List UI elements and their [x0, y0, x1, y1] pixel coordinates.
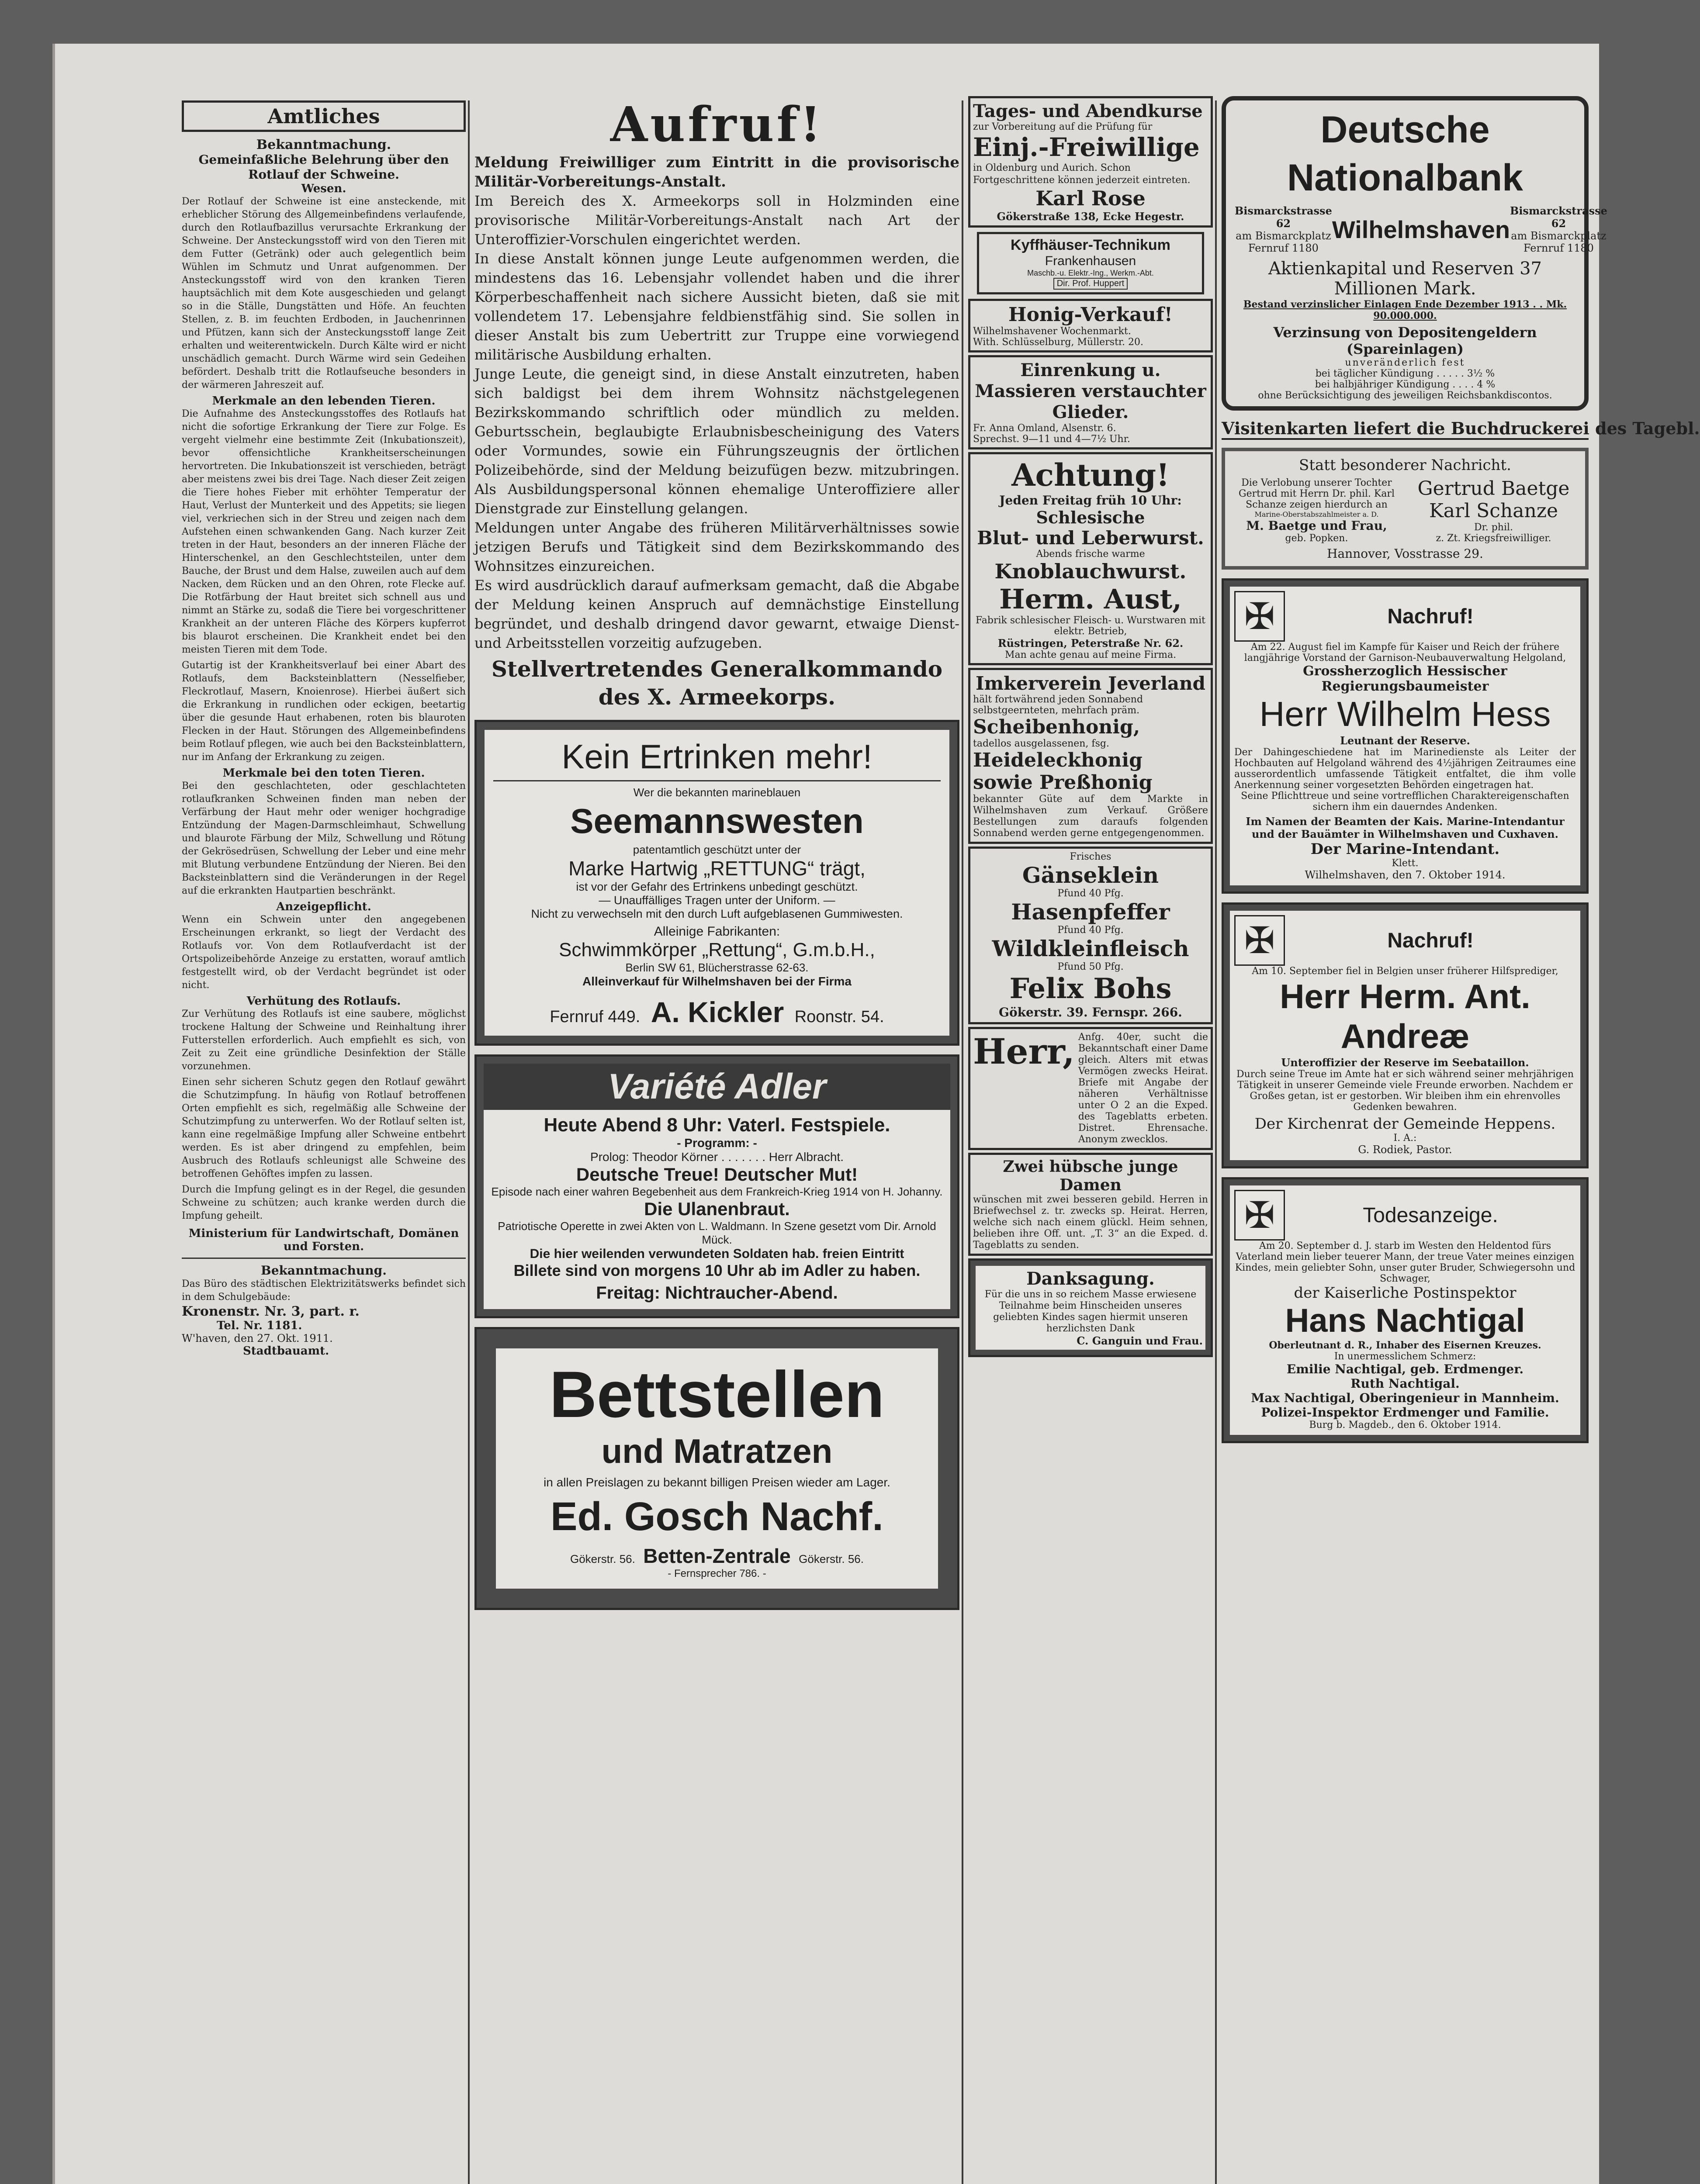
ad-line: Für die uns in so reichem Masse erwiesene Teilnahme beim Hinscheiden unseres geliebten Kindes sagen hiermit unseren herzlichsten Dank [984, 1289, 1197, 1334]
bank-phone: Fernruf 1180 [1248, 242, 1319, 254]
aufruf-title: Aufruf! [610, 96, 824, 152]
aufruf-signature: des X. Armeekorps. [598, 684, 836, 710]
ad-headline: Herr, [973, 1031, 1075, 1072]
obituary-line: der Kaiserliche Postinspektor [1294, 1284, 1516, 1302]
ad-honig [968, 299, 1213, 352]
obituary-line: Max Nachtigal, Oberingenieur in Mannheim. [1251, 1391, 1559, 1405]
ad-seemannswesten [474, 720, 959, 1046]
ad-line: ist vor der Gefahr des Ertrinkens unbedingt geschützt. [576, 880, 858, 893]
ad-line: Heideleckhonig [973, 749, 1143, 771]
section-heading: Merkmale bei den toten Tieren. [222, 767, 425, 780]
ministry-signature: Ministerium für Landwirtschaft, Domänen und Forsten. [188, 1227, 459, 1253]
ad-headline: Einj.-Freiwillige [973, 132, 1200, 162]
obituary-line: Wilhelmshaven, den 7. Oktober 1914. [1305, 869, 1506, 881]
obituary-line: Burg b. Magdeb., den 6. Oktober 1914. [1309, 1420, 1501, 1431]
notice-line: M. Baetge und Frau, [1246, 518, 1387, 533]
obituary-title: Nachruf! [1387, 605, 1474, 628]
column-rule [1215, 100, 1217, 2184]
iron-cross-icon: ✠ [1234, 915, 1285, 966]
ad-line: bekannter Güte auf dem Markte in Wilhelmshaven zum Verkauf. Größere Bestellungen zum daraufs folgenden Sonnabend werden gerne entgegengenommen. [973, 794, 1208, 839]
main-column [474, 96, 959, 1610]
amtliches-header: Amtliches [182, 100, 466, 132]
obituary-name: Hans Nachtigal [1285, 1302, 1525, 1339]
bank-address: Bismarckstrasse 62 [1235, 204, 1332, 230]
notice-subtitle: Gemeinfaßliche Belehrung über den Rotlauf der Schweine. [198, 152, 449, 182]
visitenkarten-ad: Visitenkarten liefert die Buchdruckerei des Tagebl. [1222, 418, 1589, 440]
ad-line: Abends frische warme [1036, 549, 1145, 560]
ad-title: Danksagung. [1026, 1268, 1155, 1289]
bank-capital: Aktienkapital und Reserven 37 Millionen Mark. [1268, 259, 1542, 299]
ad-line: Pfund 40 Pfg. [1057, 925, 1124, 936]
ad-line: Deutsche Treue! Deutscher Mut! [576, 1164, 858, 1185]
obituary-line: Am 22. August fiel im Kampfe für Kaiser und Reich der frühere langjährige Vorstand der Garnison-Neubauverwaltung Helgoland, [1244, 642, 1566, 663]
obituary-line: Polizei-Inspektor Erdmenger und Familie. [1261, 1405, 1549, 1420]
ad-imkerverein [968, 668, 1213, 844]
ad-line: With. Schlüsselburg, Müllerstr. 20. [973, 337, 1144, 348]
obituary-nachtigal [1222, 1177, 1589, 1443]
column-rule [962, 100, 963, 2184]
obituary-name: Herr Herm. Ant. Andreæ [1280, 977, 1530, 1055]
ad-street: Roonstr. 54. [794, 1008, 884, 1026]
section-heading: Merkmale an den lebenden Tieren. [212, 394, 436, 408]
paragraph: Die Aufnahme des Ansteckungsstoffes des Rotlaufs hat nicht die sofortige Erkrankung der Tiere zur Folge. Es vergeht vielmehr eine bestimmte Zeit (Inkubationszeit), bevor offensichtliche Krankheitserscheinungen hervortreten. Die Inkubationszeit ist verschieden, beträgt aber meistens zwei bis drei Tage. Nach dieser Zeit zeigen die Tiere hohes Fieber mit erhöhter Temperatur der Haut, Verlust der Munterkeit und des Appetits; sie liegen viel, verkriechen sich in der Streu und zeigen nach dem Aufstehen einen schwankenden Gang. Nach kurzer Zeit treten in der Haut, besonders an der inneren Fläche der Hinterschenkel, an den Geschlechtsteilen, unter dem Bauche, der Brust und dem Halse, zuweilen auch auf dem Nacken, dem Rücken und an den Ohren, rote Flecke auf. Die Rotfärbung der Haut breitet sich schnell aus und nimmt an Stärke zu, sodaß die Tiere bei vorgeschrittener Krankheit an der unteren Fläche des Körpers kupferrot bis blaurot erscheinen. Die Krankheit endet bei den meisten Tieren mit dem Tode. [182, 408, 466, 655]
ad-line: zur Vorbereitung auf die Prüfung für [973, 121, 1153, 132]
ad-address: Gökerstr. 39. Fernspr. 266. [999, 1005, 1182, 1019]
ad-address: Gökerstraße 138, Ecke Hegestr. [997, 210, 1184, 223]
ad-headline: Bettstellen [549, 1358, 885, 1431]
ad-title: Achtung! [1011, 457, 1170, 493]
bank-phone: Fernruf 1180 [1523, 242, 1594, 254]
ad-title: Variété Adler [484, 1064, 950, 1110]
ad-bohs [968, 847, 1213, 1024]
ad-line: Fr. Anna Omland, Alsenstr. 6. [973, 423, 1116, 434]
engagement-notice [1222, 448, 1589, 570]
ad-line: hält fortwährend jeden Sonnabend selbstgeernteten, mehrfach präm. [973, 694, 1143, 716]
ad-line: Pfund 50 Pfg. [1057, 961, 1124, 972]
ad-line: patentamtlich geschützt unter der [633, 843, 801, 856]
obituary-line: G. Rodiek, Pastor. [1358, 1144, 1452, 1156]
notice-line: z. Zt. Kriegsfreiwilliger. [1436, 533, 1551, 544]
ad-line: und Matratzen [601, 1432, 833, 1470]
ad-line: Scheibenhonig, [973, 716, 1140, 738]
ad-herr [968, 1027, 1213, 1150]
notice-line: geb. Popken. [1285, 533, 1348, 544]
ad-name: Herm. Aust, [999, 583, 1182, 615]
ad-line: Rüstringen, Peterstraße Nr. 62. [997, 637, 1184, 650]
obituary-hess [1222, 578, 1589, 894]
obituary-line: I. A.: [1393, 1133, 1417, 1144]
bank-city: Wilhelmshaven [1332, 215, 1510, 243]
ad-line: Marke Hartwig „RETTUNG“ trägt, [568, 857, 866, 880]
ad-damen [968, 1153, 1213, 1256]
bank-line: unveränderlich fest [1345, 357, 1465, 368]
aufruf-paragraph: In diese Anstalt können junge Leute aufgenommen werden, die mindestens das 16. Lebensjahr vollendet haben und die ihrer Körperbeschaffenheit nach sichere Aussicht bieten, daß sie mit vollendetem 17. Lebensjahre feldbienstfähig sind. Sie sollen in dieser Anstalt bis zum Uebertritt zur Truppe eine vorwiegend militärische Ausbildung erhalten. [474, 250, 959, 363]
paragraph: Bei den geschlachteten, oder geschlachteten rotlaufkranken Schweinen finden man neben der Verfärbung der Haut mehr oder weniger hochgradige Entzündung der Magen-Darmschleimhaut, Schwellung und blaurote Färbung der Milz, Schwellung und Rötung der Gekrösedrüsen, Schwellung der Leber und eine mehr mit Blutung verbundene Entzündung der Nieren. Bei den Backsteinblattern sind die Veränderungen in der Regel auf die erkrankten Hautpartien beschränkt. [182, 781, 466, 896]
ad-title: Zwei hübsche junge Damen [1003, 1158, 1178, 1194]
ad-line: Fabrik schlesischer Fleisch- u. Wurstwaren mit elektr. Betrieb, [976, 615, 1205, 637]
divider [182, 1258, 466, 1259]
obituary-line: Seine Pflichttreue und seine vortrefflichen Charaktereigenschaften sichern ihm ein dauerndes Andenken. [1241, 791, 1569, 812]
bank-line: Bestand verzinslicher Einlagen Ende Dezember 1913 . . Mk. 90.000.000. [1243, 299, 1567, 321]
ad-line: Wilhelmshavener Wochenmarkt. [973, 326, 1131, 337]
obituary-line: Ruth Nachtigal. [1350, 1376, 1460, 1391]
ad-line: Alleinverkauf für Wilhelmshaven bei der Firma [582, 975, 852, 988]
ad-line: Freitag: Nichtraucher-Abend. [596, 1283, 838, 1303]
obituary-name: Herr Wilhelm Hess [1259, 695, 1551, 733]
obituary-line: Der Dahingeschiedene hat im Marinedienste als Leiter der Hochbauten auf Helgoland während des 4½jährigen Zeitraumes eine ausserordentlich umfassende Tätigkeit entfaltet, die ihm volle Anerkennung seiner vorgesetzten Behörden eingetragen hat. [1234, 747, 1576, 791]
aufruf-paragraph: Es wird ausdrücklich darauf aufmerksam gemacht, daß die Abgabe der Meldung keinen Anspruch auf demnächstige Einstellung begründet, und deshalb dringend davor gewarnt, etwaige Dienst- und Arbeitsstellen vorzeitig aufzugeben. [474, 577, 959, 651]
obituary-title: Nachruf! [1387, 929, 1474, 952]
section-heading: Wesen. [301, 182, 346, 195]
date-line: W'haven, den 27. Okt. 1911. [182, 1332, 333, 1344]
bank-line: Verzinsung von Depositengeldern (Spareinlagen) [1273, 324, 1537, 357]
phone: Tel. Nr. 1181. [217, 1319, 302, 1332]
ad-signature: C. Ganguin und Frau. [1077, 1334, 1203, 1347]
ads-column [968, 96, 1213, 1357]
obituary-line: Am 20. September d. J. starb im Westen den Heldentod fürs Vaterland mein lieber teuerer Mann, der treue Vater meines einzigen Kindes, mein geliebter Sohn, unser guter Bruder, Schwiegersohn und Schwager, [1235, 1241, 1575, 1284]
ad-line: sowie Preßhonig [973, 771, 1153, 794]
ad-kyffhaeuser [977, 232, 1204, 294]
ad-title: Kyffhäuser-Technikum [1011, 237, 1170, 253]
address: Kronenstr. Nr. 3, part. r. [182, 1304, 360, 1319]
paragraph: Der Rotlauf der Schweine ist eine ansteckende, mit erheblicher Störung des Allgemeinbefindens verlaufende, durch den Rotlaufbazillus verursachte Erkrankung der Schweine. Der Ansteckungsstoff wird von den Tieren mit dem Futter (Getränk) oder auch gelegentlich beim Wühlen im Schmutz und Unrat aufgenommen. Der Ansteckungsstoff wird von den kranken Tieren hauptsächlich mit dem Kote ausgeschieden und gelangt so in die Ställe, Dungstätten und Höfe. An feuchten Stellen, z. B. im feuchten Erdboden, in Jauchenrinnen und Pfützen, kann sich der Ansteckungsstoff lange Zeit erhalten und weiterentwickeln. Durch Kälte wird er nicht unschädlich gemacht. Durch Wärme wird sein Gedeihen befördert. Deshalb tritt die Rotlaufseuche besonders in der wärmeren Jahreszeit auf. [182, 196, 466, 390]
ad-headline: Seemannswesten [570, 802, 864, 840]
ad-line: - Programm: - [677, 1136, 757, 1150]
notice-line: Die Verlobung unserer Tochter Gertrud mit Herrn Dr. phil. Karl Schanze zeigen hierdurch an [1239, 477, 1395, 510]
ad-line: Knoblauchwurst. [994, 560, 1187, 583]
ad-phone: - Fernsprecher 786. - [668, 1568, 766, 1579]
ad-line: Die hier weilenden verwundeten Soldaten hab. freien Eintritt [530, 1247, 904, 1261]
ad-line: — Unauffälliges Tragen unter der Uniform. — [599, 894, 835, 907]
bank-line: bei täglicher Kündigung . . . . . 3½ % [1315, 368, 1495, 379]
ad-line: Pfund 40 Pfg. [1057, 888, 1124, 899]
paragraph: Zur Verhütung des Rotlaufs ist eine saubere, möglichst trockene Haltung der Schweine und Reinhaltung ihrer Futterstellen erforderlich. Auch empfiehlt es sich, von Zeit zu Zeit eine gründliche Desinfektion der Ställe vorzunehmen. [182, 1009, 466, 1072]
ad-title: Honig-Verkauf! [1008, 304, 1173, 326]
ad-line: Hasenpfeffer [1011, 899, 1170, 925]
iron-cross-icon: ✠ [1234, 591, 1285, 642]
ad-title: Einrenkung u. Massieren verstauchter Glieder. [975, 360, 1206, 422]
ad-achtung [968, 452, 1213, 665]
notice-line: Hannover, Vosstrasse 29. [1327, 546, 1483, 561]
ad-line: wünschen mit zwei besseren gebild. Herren in Briefwechsel z. tr. zwecks sp. Heirat. Herren, welche sich nach einem glückl. Heim sehnen, belieben ihre Off. unt. „T. 3“ an die Exped. d. Tageblatts zu senden. [973, 1194, 1208, 1251]
obituary-line: Durch seine Treue im Amte hat er sich während seiner mehrjährigen Tätigkeit in unserer Gemeinde viele Freunde erworben. Nachdem er Großes getan, ist er gestorben. Wir bleiben ihm ein ehrenvolles Gedenken bewahren. [1236, 1069, 1574, 1113]
ad-line: Jeden Freitag früh 10 Uhr: [999, 493, 1182, 508]
ad-title: Kein Ertrinken mehr! [493, 737, 941, 781]
obituary-line: Leutnant der Reserve. [1340, 734, 1470, 747]
obituary-line: Der Marine-Intendant. [1310, 840, 1500, 858]
ad-name: Karl Rose [1035, 187, 1146, 210]
paragraph: Einen sehr sicheren Schutz gegen den Rotlauf gewährt die Schutzimpfung. In häufig von Rotlauf betroffenen Orten empfiehlt es sich, regelmäßig alle Schweine der Schutzimpfung zu unterwerfen. Wo der Rotlauf selten ist, kann eine regelmäßige Impfung aller Schweine entbehrt werden. Es ist aber dringend zu empfehlen, beim Ausbruch des Rotlaufs schleunigst alle Schweine des betroffenen Gehöftes impfen zu lassen. [182, 1077, 466, 1179]
notice-line: Dr. phil. [1474, 522, 1513, 533]
obituary-line: Grossherzoglich Hessischer Regierungsbaumeister [1303, 663, 1507, 694]
ad-bettstellen [474, 1327, 959, 1610]
paragraph: Gutartig ist der Krankheitsverlauf bei einer Abart des Rotlaufs, dem Backsteinblattern (Nesselfieber, Fleckrotlauf, Masern, Knoienrose). Hierbei äußert sich die Erkrankung in rundlichen oder eckigen, beetartig über die gesunde Haut erhabenen, roten bis blauroten Flecken in der Haut. Störungen des Allgemeinbefindens beim Rotlauf pflegen, wie auch bei den Backsteinblattern, nur im Anfang der Erkrankung zu zeigen. [182, 660, 466, 763]
obituary-line: Im Namen der Beamten der Kais. Marine-Intendantur und der Bauämter in Wilhelmshaven und Cuxhaven. [1246, 815, 1565, 840]
bank-line: bei halbjähriger Kündigung . . . . 4 % [1315, 379, 1496, 390]
ad-line: Episode nach einer wahren Begebenheit aus dem Frankreich-Krieg 1914 von H. Johanny. [491, 1185, 943, 1198]
ad-line: Frisches [1070, 851, 1111, 862]
obituary-line: Am 10. September fiel in Belgien unser früherer Hilfsprediger, [1252, 966, 1558, 977]
ad-company: A. Kickler [651, 996, 784, 1028]
ad-title: Tages- und Abendkurse [973, 101, 1203, 121]
section-heading: Verhütung des Rotlaufs. [246, 995, 401, 1008]
section-heading: Anzeigepflicht. [276, 900, 371, 913]
obituary-line: Oberleutnant d. R., Inhaber des Eisernen Kreuzes. [1269, 1340, 1541, 1351]
ad-line: Wer die bekannten marineblauen [633, 786, 801, 799]
ad-line: Man achte genau auf meine Firma. [1004, 650, 1177, 660]
official-column [182, 100, 466, 1358]
ad-line: Schwimmkörper „Rettung“, G.m.b.H., [559, 939, 875, 961]
aufruf-paragraph: Junge Leute, die geneigt sind, in diese Anstalt einzutreten, haben sich baldigst bei dem ihrem Wohnsitz nächstgelegenen Bezirkskommando schriftlich oder mündlich zu melden. Geburtsschein, beglaubigte Erlaubnisbescheinigung des Vaters oder Vormundes, sowie ein Führungszeugnis der örtlichen Polizeibehörde, sind der Meldung beizufügen bezw. mitzubringen. Als Ausbildungspersonal können ehemalige Unteroffiziere aller Dienstgrade zur Einstellung gelangen. [474, 366, 959, 517]
ad-line: Alleinige Fabrikanten: [654, 924, 780, 939]
ad-line: Blut- und Leberwurst. [977, 527, 1204, 549]
notice-heading: Bekanntmachung. [256, 137, 391, 152]
ad-name: Felix Bohs [1009, 972, 1172, 1005]
ad-line: Frankenhausen [1045, 254, 1136, 268]
ad-variete [474, 1054, 959, 1318]
column-rule [468, 100, 470, 2184]
ad-line: Maschb.-u. Elektr.-Ing., Werkm.-Abt. [1027, 269, 1154, 277]
paragraph: Das Büro des städtischen Elektrizitätswerks befindet sich in dem Schulgebäude: [182, 1279, 466, 1303]
bank-address: am Bismarckplatz [1236, 230, 1331, 242]
ad-line: Nicht zu verwechseln mit den durch Luft aufgeblasenen Gummiwesten. [531, 907, 903, 920]
signature: Stadtbauamt. [243, 1344, 329, 1358]
paragraph: Durch die Impfung gelingt es in der Regel, die gesunden Schweine zu schützen; auch kranke werden durch die Impfung geheilt. [182, 1184, 466, 1221]
bank-address: am Bismarckplatz [1511, 230, 1607, 242]
ad-company: Ed. Gosch Nachf. [551, 1494, 883, 1539]
ad-line: Schlesische [1036, 508, 1145, 527]
ad-address: Gökerstr. 56. [799, 1552, 864, 1565]
ad-line: Dir. Prof. Huppert [1053, 278, 1128, 290]
obituary-line: Der Kirchenrat der Gemeinde Heppens. [1254, 1115, 1556, 1133]
bank-line: ohne Berücksichtigung des jeweiligen Reichsbankdiscontos. [1258, 390, 1552, 401]
ad-line: Gänseklein [1022, 862, 1159, 888]
iron-cross-icon: ✠ [1234, 1190, 1285, 1241]
notices-column [1222, 96, 1700, 1443]
aufruf-subtitle: Meldung Freiwilliger zum Eintritt in die provisorische Militär-Vorbereitungs-Anstalt. [474, 154, 959, 190]
aufruf-signature: Stellvertretendes Generalkommando [491, 656, 943, 682]
ad-line: Anfg. 40er, sucht die Bekanntschaft einer Dame gleich. Alters mit etwas Vermögen zwecks Heirat. Briefe mit Angabe der näheren Verhältnisse unter O 2 an die Exped. des Tageblatts erbeten. Distret. Ehrensache. Anonym zwecklos. [1078, 1032, 1208, 1145]
ad-line: tadellos ausgelassenen, fsg. [973, 738, 1109, 749]
aufruf-paragraph: Meldungen unter Angabe des früheren Militärverhältnisses sowie jetzigen Berufs und Tätigkeit sind dem Bezirkskommando des Wohnsitzes einzureichen. [474, 519, 959, 574]
bank-title: Deutsche Nationalbank [1287, 109, 1523, 199]
ad-line: Billete sind von morgens 10 Uhr ab im Adler zu haben. [513, 1261, 921, 1279]
notice-name: Gertrud Baetge [1417, 477, 1570, 500]
ad-line: in allen Preislagen zu bekannt billigen Preisen wieder am Lager. [544, 1476, 890, 1489]
ad-line: Sprechst. 9—11 und 4—7½ Uhr. [973, 434, 1130, 445]
ad-kurse [968, 96, 1213, 228]
notice-heading: Bekanntmachung. [261, 1263, 387, 1278]
notice-line: Marine-Oberstabszahlmeister a. D. [1254, 510, 1379, 518]
obituary-line: Emilie Nachtigal, geb. Erdmenger. [1286, 1362, 1524, 1376]
obituary-line: Unteroffizier der Reserve im Seebataillon. [1281, 1056, 1529, 1069]
bank-address: Bismarckstrasse 62 [1510, 204, 1607, 230]
notice-name: Karl Schanze [1429, 500, 1558, 522]
ad-line: in Oldenburg und Aurich. Schon Fortgeschrittene können jederzeit eintreten. [973, 162, 1191, 186]
obituary-title: Todesanzeige. [1363, 1203, 1498, 1227]
obituary-andreae [1222, 902, 1589, 1168]
ad-line: Berlin SW 61, Blücherstrasse 62-63. [625, 961, 809, 974]
ad-line: Die Ulanenbraut. [644, 1199, 790, 1219]
ad-danksagung [968, 1258, 1213, 1357]
ad-line: Wildkleinfleisch [992, 936, 1189, 961]
ad-phone: Fernruf 449. [550, 1008, 641, 1026]
newspaper-page [52, 44, 1700, 2184]
ad-address: Gökerstr. 56. [570, 1552, 635, 1565]
ad-title: Imkerverein Jeverland [975, 673, 1206, 694]
ad-nationalbank [1222, 96, 1607, 411]
ad-line: Heute Abend 8 Uhr: Vaterl. Festspiele. [544, 1114, 890, 1136]
ad-einrenkung [968, 355, 1213, 449]
ad-line: Patriotische Operette in zwei Akten von L. Waldmann. In Szene gesetzt vom Dir. Arnold Mück. [498, 1220, 936, 1246]
aufruf-paragraph: Im Bereich des X. Armeekorps soll in Holzminden eine provisorische Militär-Vorbereitungs-Anstalt nach Art der Unteroffizier-Vorschulen eingerichtet werden. [474, 193, 959, 248]
paragraph: Wenn ein Schwein unter den angegebenen Erscheinungen erkrankt, so liegt der Verdacht des Rotlaufs vor. Von dem Rotlaufverdacht ist der Ortspolizeibehörde Anzeige zu erstatten, worauf amtlich festgestellt wird, ob der Verdacht begründet ist oder nicht. [182, 914, 466, 991]
obituary-line: Klett. [1392, 858, 1419, 869]
ad-line: Betten-Zentrale [643, 1545, 791, 1567]
obituary-line: In unermesslichem Schmerz: [1334, 1351, 1476, 1362]
notice-heading: Statt besonderer Nachricht. [1299, 456, 1511, 474]
ad-line: Prolog: Theodor Körner . . . . . . . Herr Albracht. [590, 1150, 844, 1164]
